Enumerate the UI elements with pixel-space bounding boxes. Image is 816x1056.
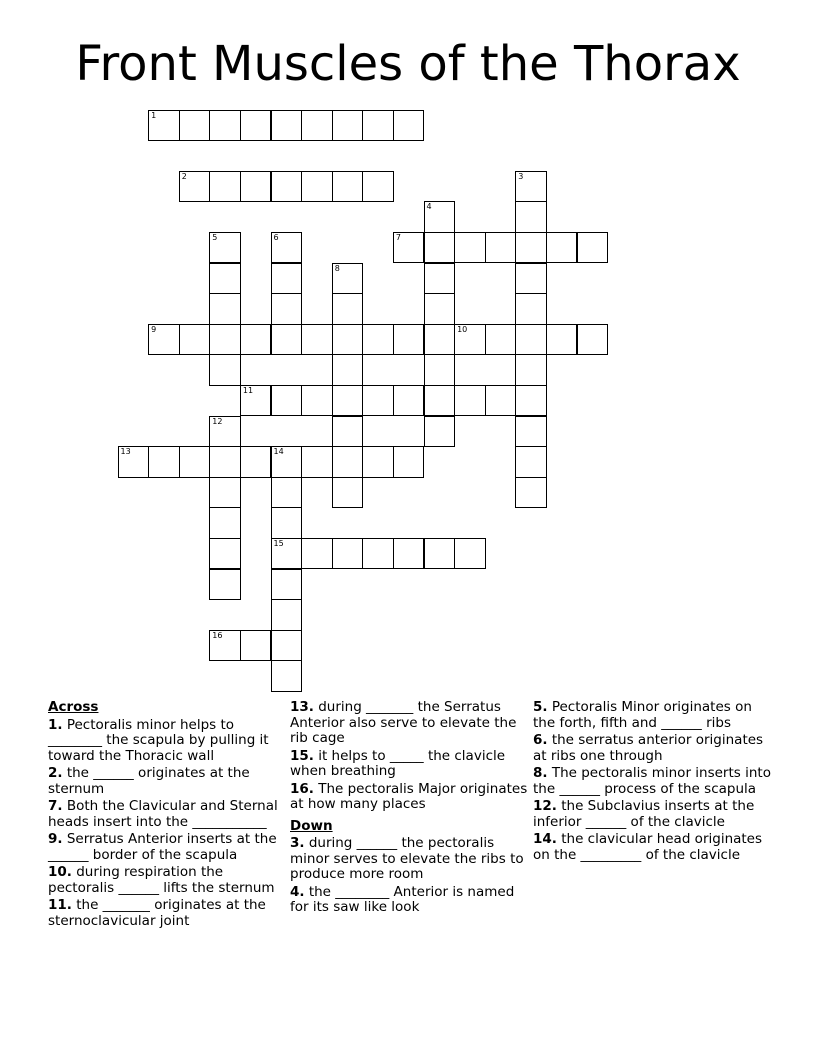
clue-number-label: 11.	[48, 897, 72, 913]
grid-cell[interactable]	[332, 324, 364, 356]
clue-number: 15	[273, 538, 284, 548]
grid-cell[interactable]	[577, 324, 609, 356]
grid-cell[interactable]	[362, 446, 394, 478]
grid-cell[interactable]	[393, 385, 425, 417]
across-heading: Across	[48, 699, 99, 715]
grid-cell[interactable]	[362, 171, 394, 203]
clue-number-label: 10.	[48, 864, 72, 880]
grid-cell[interactable]	[179, 171, 211, 203]
grid-cell[interactable]	[515, 385, 547, 417]
grid-cell[interactable]	[271, 660, 303, 692]
grid-cell[interactable]	[332, 171, 364, 203]
clue-item	[533, 766, 773, 797]
clue-text: the ________ Anterior is named for its saw like look	[290, 883, 515, 915]
clue-number: 16	[212, 630, 223, 640]
grid-cell[interactable]	[271, 599, 303, 631]
grid-cell[interactable]	[515, 324, 547, 356]
clue-text: the _______ originates at the sternoclavicular joint	[48, 897, 266, 929]
grid-cell[interactable]	[454, 324, 486, 356]
grid-cell[interactable]	[209, 354, 241, 386]
grid-cell[interactable]	[209, 171, 241, 203]
grid-cell[interactable]	[332, 446, 364, 478]
clue-number-label: 1.	[48, 716, 63, 733]
grid-cell[interactable]	[271, 507, 303, 539]
clue-number-label: 6.	[533, 732, 548, 748]
grid-cell[interactable]	[209, 416, 241, 448]
clue-number-label: 16.	[290, 780, 314, 797]
grid-cell[interactable]	[148, 446, 180, 478]
grid-cell[interactable]	[332, 293, 364, 325]
grid-cell[interactable]	[485, 385, 517, 417]
grid-cell[interactable]	[546, 324, 578, 356]
across-clue-list	[48, 718, 286, 930]
grid-cell[interactable]	[209, 569, 241, 601]
grid-cell[interactable]	[515, 477, 547, 509]
grid-cell[interactable]	[332, 538, 364, 570]
grid-cell[interactable]	[577, 232, 609, 264]
clue-text: Pectoralis minor helps to ________ the scapula by pulling it toward the Thoracic wall	[48, 716, 269, 764]
clue-item	[533, 700, 773, 731]
clue-item	[48, 766, 286, 797]
clue-text: Serratus Anterior inserts at the ______ border of the scapula	[48, 831, 277, 863]
clue-number-label: 14.	[533, 831, 557, 847]
clue-item	[48, 718, 286, 765]
clue-text: during respiration the pectoralis ______ lifts the sternum	[48, 864, 275, 896]
clue-item	[533, 733, 773, 764]
clue-number-label: 7.	[48, 798, 63, 814]
grid-cell[interactable]	[271, 110, 303, 142]
grid-cell[interactable]	[240, 385, 272, 417]
clue-text: The pectoralis Major originates at how many places	[290, 780, 528, 812]
grid-cell[interactable]	[179, 110, 211, 142]
grid-cell[interactable]	[179, 446, 211, 478]
clue-text: during ______ the pectoralis minor serves to elevate the ribs to produce more room	[290, 835, 524, 882]
clue-text: during _______ the Serratus Anterior also serve to elevate the rib cage	[290, 699, 517, 746]
clue-item	[48, 832, 286, 863]
clue-text: Both the Clavicular and Sternal heads insert into the ___________	[48, 798, 278, 830]
grid-cell[interactable]	[209, 507, 241, 539]
grid-cell[interactable]	[362, 324, 394, 356]
grid-cell[interactable]	[271, 232, 303, 264]
grid-cell[interactable]	[271, 263, 303, 295]
grid-cell[interactable]	[209, 630, 241, 662]
clue-number: 8	[334, 263, 340, 273]
clue-number: 1	[151, 110, 157, 120]
clue-number: 5	[212, 232, 218, 242]
grid-cell[interactable]	[301, 385, 333, 417]
grid-cell[interactable]	[454, 538, 486, 570]
down-clue-list-cont	[533, 700, 773, 863]
grid-cell[interactable]	[301, 324, 333, 356]
clue-number: 3	[518, 171, 524, 181]
grid-cell[interactable]	[209, 446, 241, 478]
grid-cell[interactable]	[485, 324, 517, 356]
clues-column-2	[290, 700, 528, 918]
grid-cell[interactable]	[332, 110, 364, 142]
grid-cell[interactable]	[209, 324, 241, 356]
grid-cell[interactable]	[424, 293, 456, 325]
clue-item	[48, 865, 286, 896]
grid-cell[interactable]	[271, 171, 303, 203]
grid-cell[interactable]	[209, 538, 241, 570]
clue-text: the Subclavius inserts at the inferior ______ of the clavicle	[533, 798, 755, 830]
clue-text: The pectoralis minor inserts into the ______ process of the scapula	[533, 765, 771, 797]
page-title: Front Muscles of the Thorax	[75, 36, 741, 92]
grid-cell[interactable]	[209, 293, 241, 325]
grid-cell[interactable]	[271, 569, 303, 601]
grid-cell[interactable]	[271, 446, 303, 478]
grid-cell[interactable]	[271, 293, 303, 325]
grid-cell[interactable]	[515, 171, 547, 203]
clue-item	[533, 832, 773, 863]
grid-cell[interactable]	[301, 171, 333, 203]
clue-item	[290, 836, 528, 883]
clue-item	[48, 799, 286, 830]
grid-cell[interactable]	[454, 232, 486, 264]
clue-number: 4	[426, 202, 432, 212]
grid-cell[interactable]	[332, 354, 364, 386]
clue-number: 12	[212, 416, 223, 426]
grid-cell[interactable]	[148, 324, 180, 356]
grid-cell[interactable]	[271, 538, 303, 570]
grid-cell[interactable]	[209, 477, 241, 509]
grid-cell[interactable]	[362, 110, 394, 142]
grid-cell[interactable]	[515, 416, 547, 448]
grid-cell[interactable]	[301, 538, 333, 570]
grid-cell[interactable]	[424, 263, 456, 295]
grid-cell[interactable]	[393, 324, 425, 356]
grid-cell[interactable]	[393, 232, 425, 264]
grid-cell[interactable]	[424, 354, 456, 386]
grid-cell[interactable]	[424, 385, 456, 417]
clue-item	[290, 885, 528, 916]
grid-cell[interactable]	[301, 110, 333, 142]
grid-cell[interactable]	[362, 385, 394, 417]
clue-number: 2	[181, 171, 187, 181]
grid-cell[interactable]	[515, 201, 547, 233]
clue-item	[533, 799, 773, 830]
clue-number-label: 4.	[290, 883, 305, 900]
clue-number-label: 15.	[290, 747, 314, 764]
grid-cell[interactable]	[424, 538, 456, 570]
clue-text: Pectoralis Minor originates on the forth, fifth and ______ ribs	[533, 699, 752, 731]
clue-number: 13	[120, 447, 131, 457]
clue-number-label: 5.	[533, 699, 548, 715]
clue-number-label: 12.	[533, 798, 557, 814]
clue-item	[290, 700, 528, 747]
grid-cell[interactable]	[240, 171, 272, 203]
grid-cell[interactable]	[424, 324, 456, 356]
grid-cell[interactable]	[332, 385, 364, 417]
grid-cell[interactable]	[454, 385, 486, 417]
clue-text: the ______ originates at the sternum	[48, 765, 250, 797]
grid-cell[interactable]	[515, 293, 547, 325]
grid-cell[interactable]	[515, 446, 547, 478]
grid-cell[interactable]	[546, 232, 578, 264]
grid-cell[interactable]	[393, 538, 425, 570]
grid-cell[interactable]	[240, 110, 272, 142]
clue-text: the serratus anterior originates at ribs one through	[533, 732, 764, 764]
grid-cell[interactable]	[332, 416, 364, 448]
down-clue-list	[290, 836, 528, 916]
grid-cell[interactable]	[271, 630, 303, 662]
clue-number-label: 3.	[290, 835, 305, 851]
clue-number-label: 9.	[48, 831, 63, 847]
grid-cell[interactable]	[271, 324, 303, 356]
clue-number: 7	[395, 232, 401, 242]
clue-text: the clavicular head originates on the _________ of the clavicle	[533, 831, 763, 863]
grid-cell[interactable]	[485, 232, 517, 264]
grid-cell[interactable]	[515, 232, 547, 264]
grid-cell[interactable]	[209, 110, 241, 142]
clue-number: 9	[151, 324, 157, 334]
grid-cell[interactable]	[393, 446, 425, 478]
grid-cell[interactable]	[515, 263, 547, 295]
clue-number-label: 13.	[290, 699, 314, 715]
clues-column-1	[48, 700, 286, 931]
grid-cell[interactable]	[332, 263, 364, 295]
across-clue-list-cont	[290, 700, 528, 813]
grid-cell[interactable]	[515, 354, 547, 386]
clue-number-label: 2.	[48, 765, 63, 781]
grid-cell[interactable]	[424, 201, 456, 233]
down-heading: Down	[290, 817, 333, 834]
grid-cell[interactable]	[424, 232, 456, 264]
grid-cell[interactable]	[179, 324, 211, 356]
clues-column-3	[533, 700, 773, 865]
clue-item	[290, 782, 528, 813]
grid-cell[interactable]	[209, 263, 241, 295]
clue-text: it helps to _____ the clavicle when breathing	[290, 747, 506, 779]
clue-number: 11	[242, 385, 254, 395]
clue-item	[290, 749, 528, 780]
clue-number: 6	[273, 232, 279, 242]
grid-cell[interactable]	[148, 110, 180, 142]
grid-cell[interactable]	[393, 110, 425, 142]
grid-cell[interactable]	[332, 477, 364, 509]
grid-cell[interactable]	[118, 446, 150, 478]
clue-number: 10	[457, 324, 468, 334]
grid-cell[interactable]	[209, 232, 241, 264]
grid-cell[interactable]	[301, 446, 333, 478]
clue-item	[48, 898, 286, 929]
grid-cell[interactable]	[240, 324, 272, 356]
grid-cell[interactable]	[240, 446, 272, 478]
clue-number: 14	[273, 447, 284, 457]
grid-cell[interactable]	[271, 385, 303, 417]
grid-cell[interactable]	[362, 538, 394, 570]
clue-number-label: 8.	[533, 765, 548, 781]
grid-cell[interactable]	[271, 477, 303, 509]
grid-cell[interactable]	[240, 630, 272, 662]
grid-cell[interactable]	[424, 416, 456, 448]
